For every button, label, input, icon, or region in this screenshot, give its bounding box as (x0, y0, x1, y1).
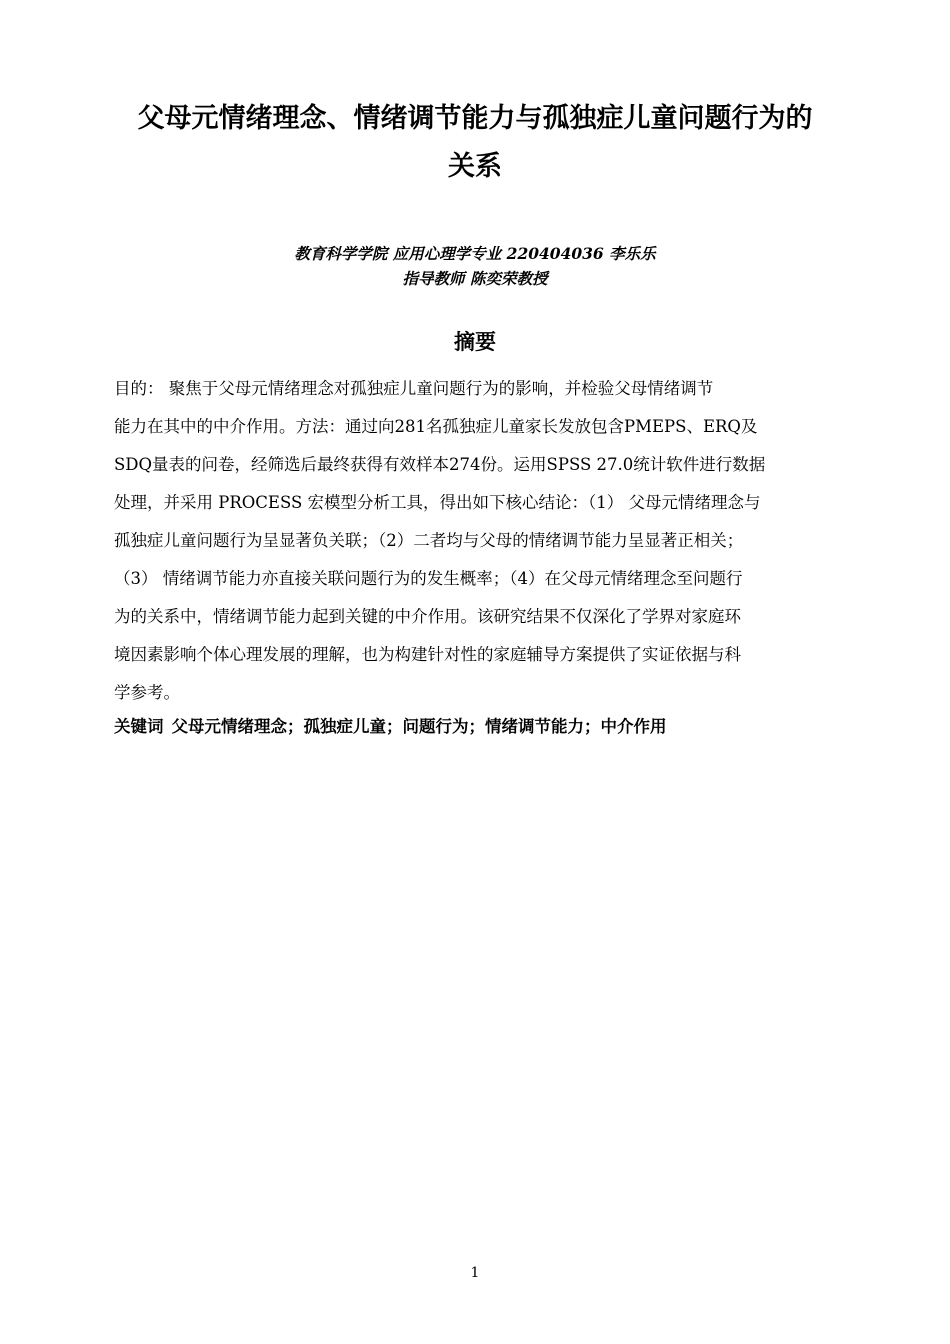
abstract-line-3: SDQ量表的问卷，经筛选后最终获得有效样本274份。运用SPSS 27.0统计软件进行数据 (114, 455, 766, 474)
abstract-line-9: 学参考。 (114, 683, 180, 702)
abstract-line-1: 目的： 聚焦于父母元情绪理念对孤独症儿童问题行为的影响，并检验父母情绪调节 (114, 379, 714, 398)
author-info: 教育科学学院 应用心理学专业 220404036 李乐乐 (294, 244, 656, 263)
page-number: 1 (470, 1265, 480, 1281)
abstract-line-4: 处理，并采用 PROCESS 宏模型分析工具，得出如下核心结论：（1） 父母元情绪理念与 (114, 493, 761, 512)
abstract-line-7: 为的关系中，情绪调节能力起到关键的中介作用。该研究结果不仅深化了学界对家庭环 (114, 607, 741, 626)
abstract-line-5: 孤独症儿童问题行为呈显著负关联；（2）二者均与父母的情绪调节能力呈显著正相关； (114, 531, 744, 550)
abstract-line-6: （3） 情绪调节能力亦直接关联问题行为的发生概率；（4）在父母元情绪理念至问题行 (114, 569, 743, 588)
keywords-text: 父母元情绪理念；孤独症儿童；问题行为；情绪调节能力；中介作用 (171, 717, 667, 736)
advisor-info: 指导教师 陈奕荣教授 (402, 269, 548, 288)
paper-title-line-2: 关系 (448, 151, 502, 182)
abstract-line-2: 能力在其中的中介作用。方法：通过向281名孤独症儿童家长发放包含PMEPS、ERQ及 (114, 417, 758, 436)
keywords-label: 关键词 (114, 717, 164, 736)
keywords-line (114, 716, 667, 738)
abstract-line-8: 境因素影响个体心理发展的理解，也为构建针对性的家庭辅导方案提供了实证依据与科 (114, 645, 741, 664)
abstract-heading: 摘要 (454, 330, 496, 354)
paper-title-line-1: 父母元情绪理念、情绪调节能力与孤独症儿童问题行为的 (137, 103, 813, 134)
